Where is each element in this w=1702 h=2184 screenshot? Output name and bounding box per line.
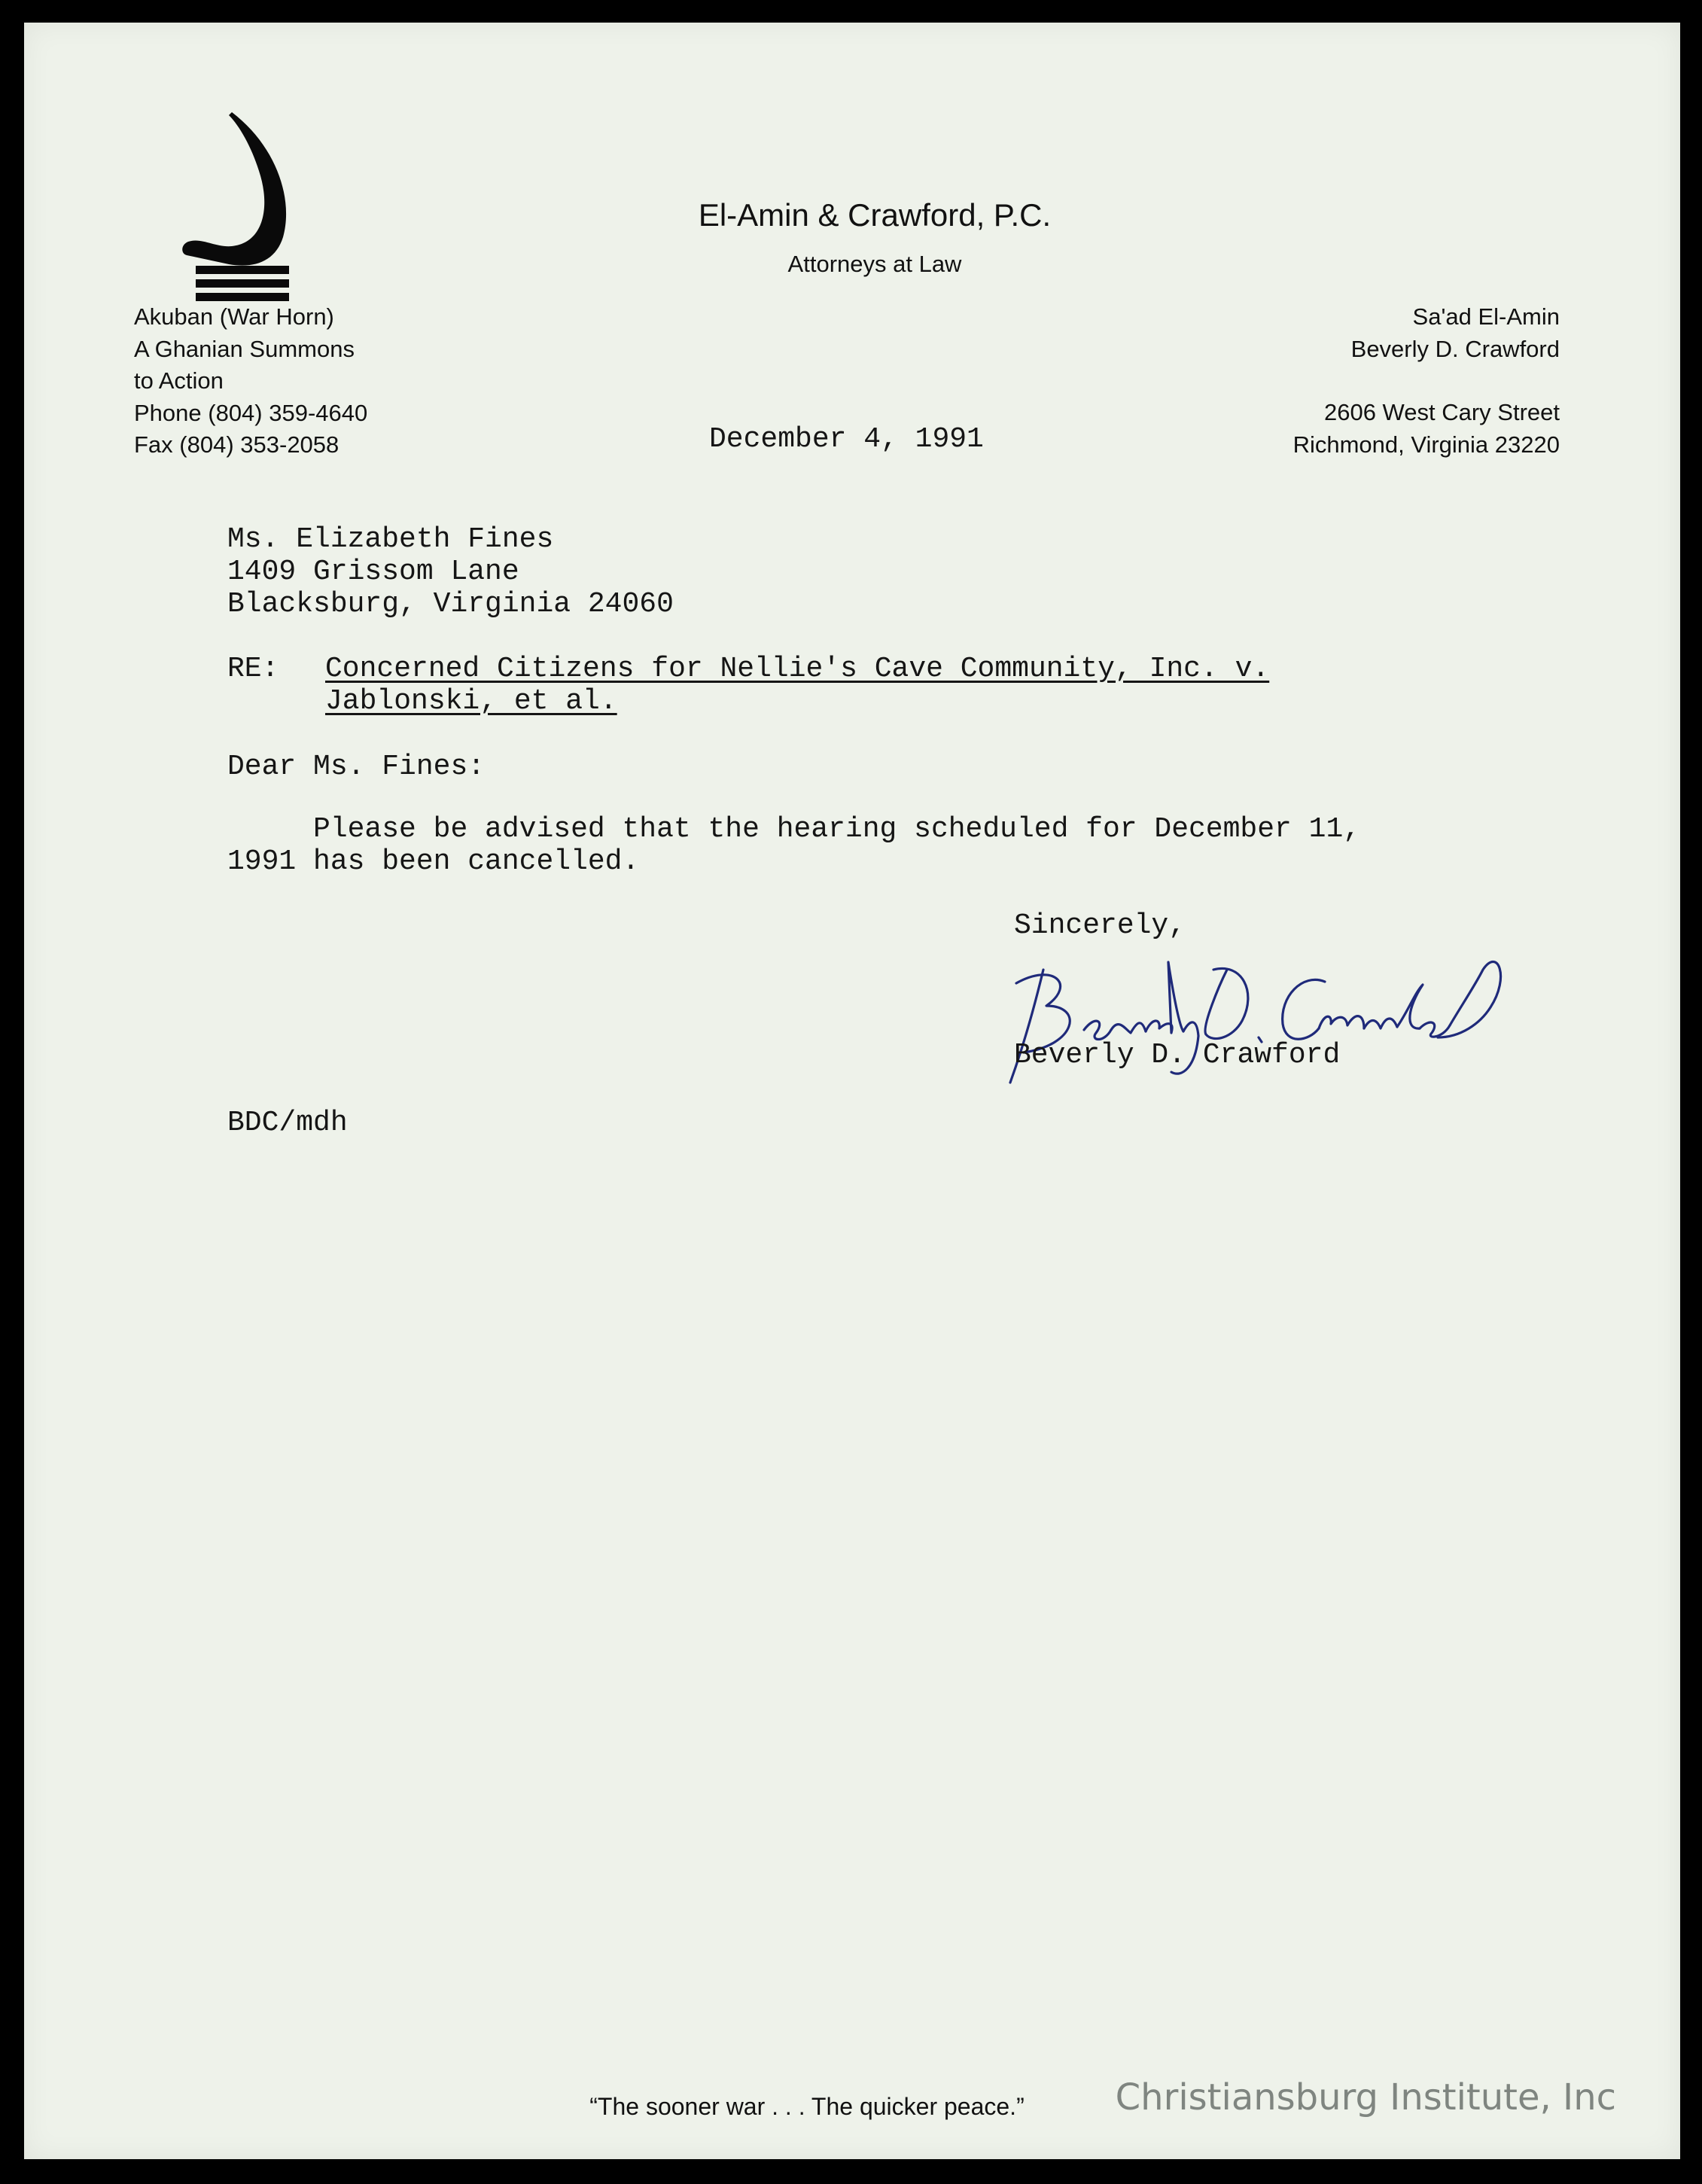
salutation: Dear Ms. Fines: <box>227 751 486 783</box>
firm-address-city: Richmond, Virginia 23220 <box>1292 431 1560 458</box>
letter-date: December 4, 1991 <box>709 423 984 455</box>
re-subject-line: Jablonski, et al. <box>325 685 617 717</box>
recipient-address <box>227 523 674 620</box>
recipient-line: Ms. Elizabeth Fines <box>227 523 554 556</box>
letter-body: Please be advised that the hearing scheduled for December 11, 1991 has been cancelled. <box>227 813 1361 878</box>
archive-watermark: Christiansburg Institute, Inc <box>1115 2076 1616 2119</box>
letterhead-left-block <box>134 301 367 461</box>
typist-initials: BDC/mdh <box>227 1107 348 1139</box>
partner-name: Beverly D. Crawford <box>1350 335 1560 362</box>
logo-caption-line: A Ghanian Summons <box>134 335 355 362</box>
partner-name: Sa'ad El-Amin <box>1412 303 1560 330</box>
footer-motto: “The sooner war . . . The quicker peace.” <box>589 2093 1025 2120</box>
phone-number: Phone (804) 359-4640 <box>134 399 368 426</box>
recipient-line: 1409 Grissom Lane <box>227 556 519 588</box>
firm-address-street: 2606 West Cary Street <box>1323 399 1560 425</box>
firm-name: El-Amin & Crawford, P.C. <box>698 197 1052 233</box>
fax-number: Fax (804) 353-2058 <box>134 431 339 458</box>
logo-caption-line: Akuban (War Horn) <box>134 303 334 330</box>
letterhead-right-block <box>1293 301 1560 461</box>
logo-caption-line: to Action <box>134 367 224 394</box>
re-subject <box>325 653 1269 717</box>
re-subject-line: Concerned Citizens for Nellie's Cave Community, Inc. v. <box>325 653 1270 685</box>
letter-page <box>24 23 1680 2159</box>
recipient-line: Blacksburg, Virginia 24060 <box>227 588 674 620</box>
closing: Sincerely, <box>1014 909 1186 942</box>
re-label: RE: <box>227 653 279 685</box>
firm-subtitle: Attorneys at Law <box>787 251 962 277</box>
signer-name: Beverly D. Crawford <box>1014 1039 1341 1071</box>
